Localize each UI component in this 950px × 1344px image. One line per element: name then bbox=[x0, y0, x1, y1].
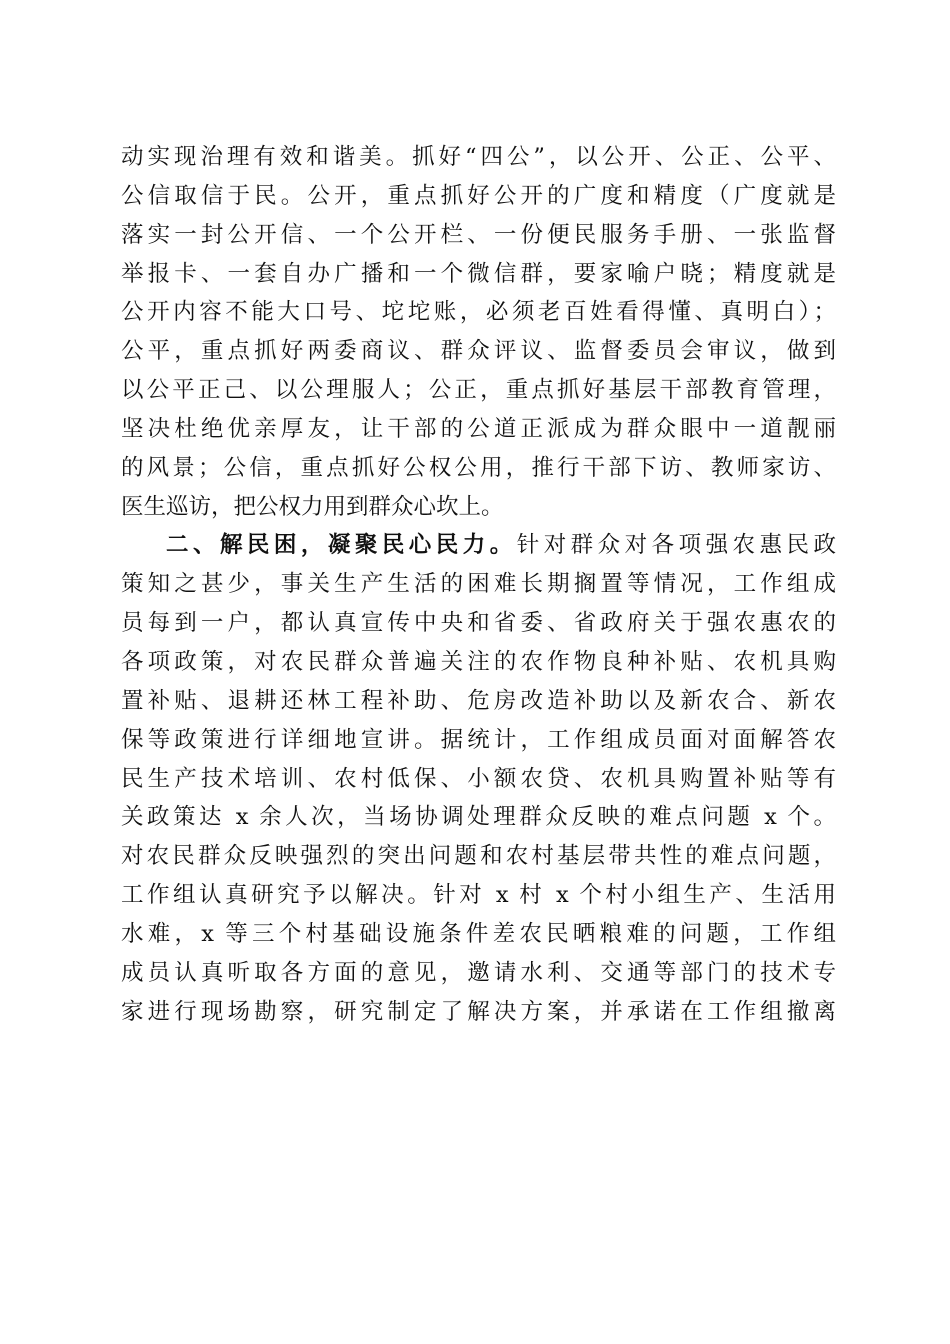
text-line: 水难，x 等三个村基础设施条件差农民晒粮难的问题，工作组 bbox=[121, 920, 836, 947]
text-line: 工作组认真研究予以解决。针对 x 村 x 个村小组生产、生活用 bbox=[121, 882, 836, 909]
text-line: 举报卡、一套自办广播和一个微信群，要家喻户晓；精度就是 bbox=[121, 260, 836, 287]
text-line: 动实现治理有效和谐美。抓好“四公”，以公开、公正、公平、 bbox=[121, 144, 836, 170]
text-line: 员每到一户，都认真宣传中央和省委、省政府关于强农惠农的 bbox=[121, 610, 836, 637]
text-line: 的风景；公信，重点抓好公权公用，推行干部下访、教师家访、 bbox=[121, 454, 836, 481]
text-line: 公信取信于民。公开，重点抓好公开的广度和精度（广度就是 bbox=[121, 182, 836, 209]
paragraph-relieve-difficulties bbox=[121, 526, 836, 1031]
text-line: 策知之甚少，事关生产生活的困难长期搁置等情况，工作组成 bbox=[121, 571, 836, 598]
text-line: 家进行现场勘察，研究制定了解决方案，并承诺在工作组撤离 bbox=[121, 998, 836, 1025]
text-line: 医生巡访，把公权力用到群众心坎上。 bbox=[121, 493, 504, 520]
text-line: 对农民群众反映强烈的突出问题和农村基层带共性的难点问题， bbox=[121, 843, 836, 870]
paragraph-governance bbox=[121, 138, 836, 526]
text-line: 保等政策进行详细地宣讲。据统计，工作组成员面对面解答农 bbox=[121, 726, 836, 753]
text-line: 成员认真听取各方面的意见，邀请水利、交通等部门的技术专 bbox=[121, 959, 836, 986]
text-line: 关政策达 x 余人次，当场协调处理群众反映的难点问题 x 个。 bbox=[121, 804, 836, 831]
text-line: 以公平正己、以公理服人；公正，重点抓好基层干部教育管理， bbox=[121, 377, 836, 404]
text-line: 置补贴、退耕还林工程补助、危房改造补助以及新农合、新农 bbox=[121, 687, 836, 714]
section-heading: 二、解民困，凝聚民心民力。 bbox=[166, 532, 517, 559]
text-line: 坚决杜绝优亲厚友，让干部的公道正派成为群众眼中一道靓丽 bbox=[121, 415, 836, 442]
paragraph-first-line bbox=[121, 526, 836, 565]
text-line: 各项政策，对农民群众普遍关注的农作物良种补贴、农机具购 bbox=[121, 648, 836, 675]
text-line: 民生产技术培训、农村低保、小额农贷、农机具购置补贴等有 bbox=[121, 765, 836, 792]
text-line: 公开内容不能大口号、坨坨账，必须老百姓看得懂、真明白）； bbox=[121, 299, 836, 326]
text-line: 落实一封公开信、一个公开栏、一份便民服务手册、一张监督 bbox=[121, 221, 836, 248]
heading-continuation: 针对群众对各项强农惠民政 bbox=[516, 532, 836, 559]
document-body bbox=[121, 138, 836, 1031]
text-line: 公平，重点抓好两委商议、群众评议、监督委员会审议，做到 bbox=[121, 338, 836, 365]
